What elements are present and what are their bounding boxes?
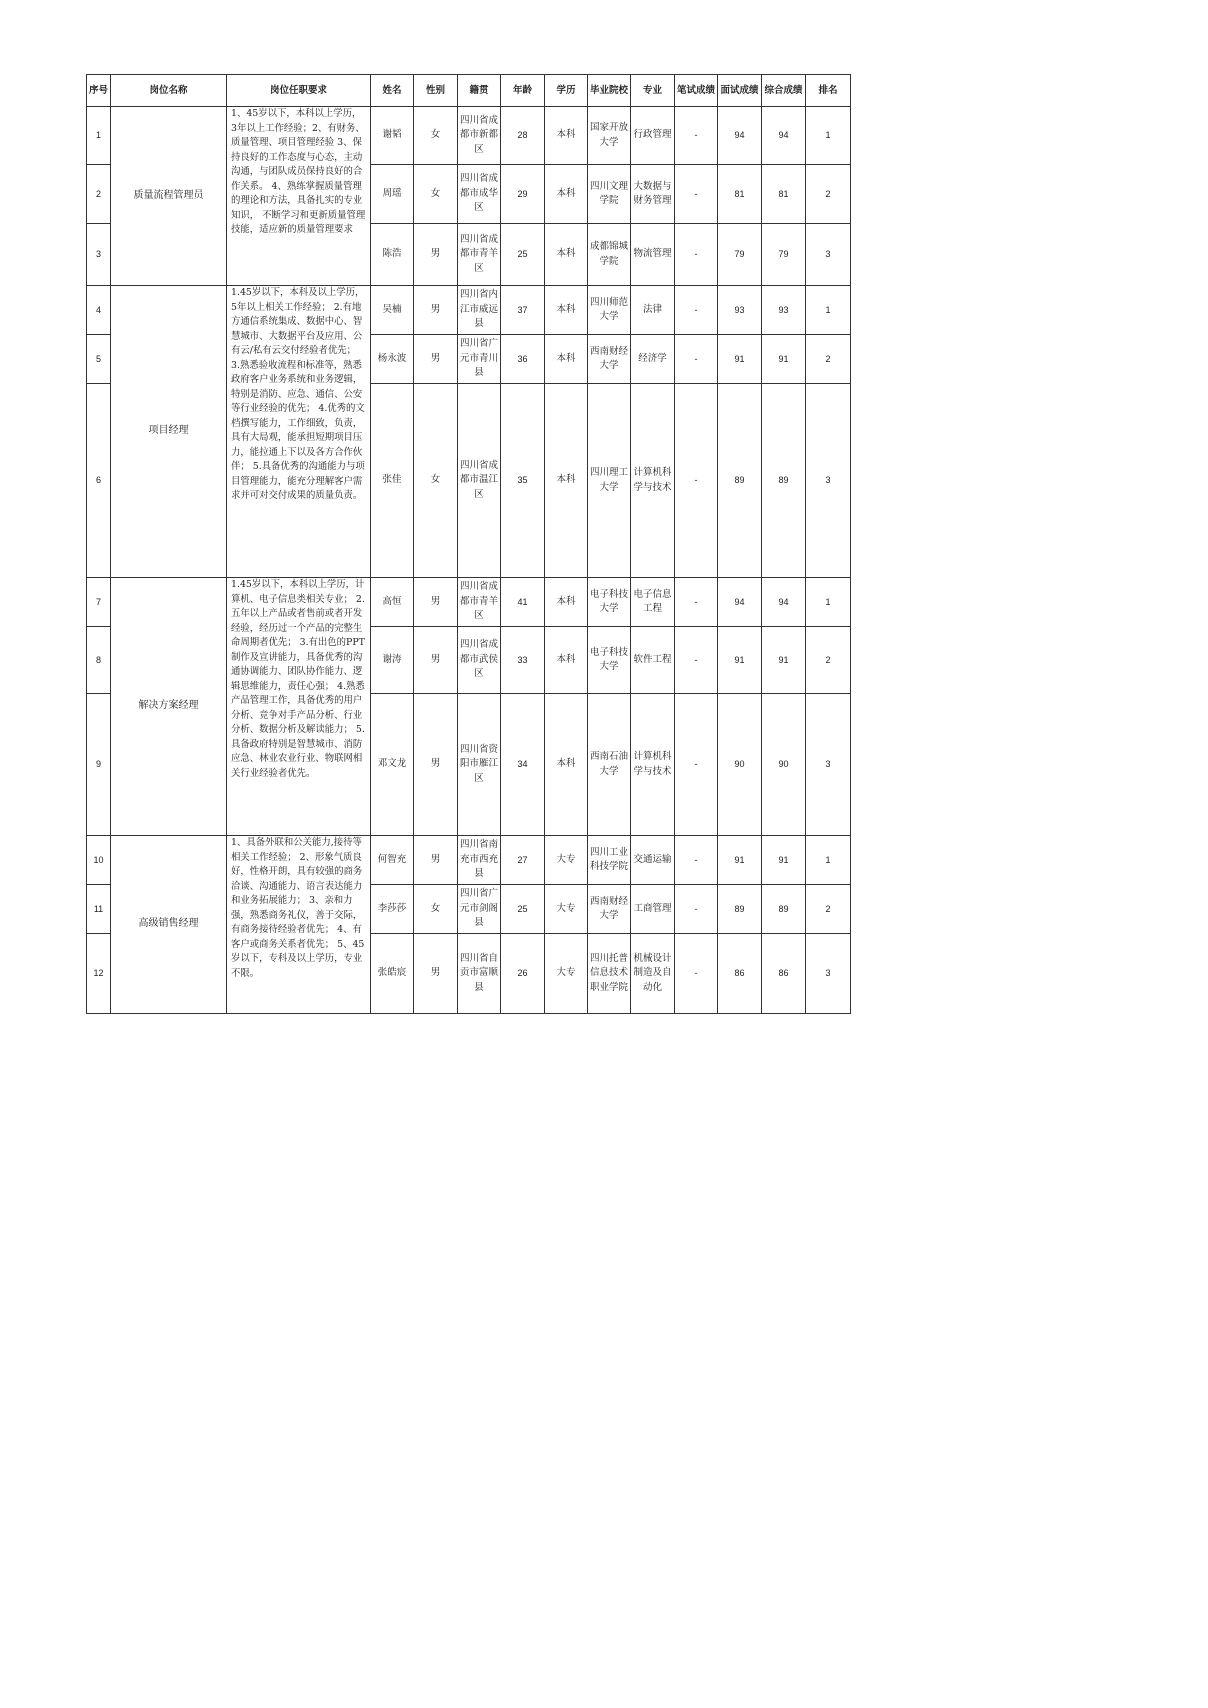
cell-gender: 女 [414, 165, 458, 224]
cell-edu: 本科 [545, 627, 588, 694]
cell-edu: 大专 [545, 836, 588, 885]
cell-origin: 四川省资阳市雁江区 [458, 694, 501, 836]
row-number: 9 [87, 694, 111, 836]
cell-major: 交通运输 [631, 836, 675, 885]
cell-interview: 90 [718, 694, 762, 836]
cell-gender: 男 [414, 694, 458, 836]
cell-school: 国家开放大学 [588, 107, 631, 165]
cell-school: 西南财经大学 [588, 885, 631, 934]
header-cell: 籍贯 [458, 75, 501, 107]
cell-origin: 四川省成都市武侯区 [458, 627, 501, 694]
cell-gender: 男 [414, 224, 458, 286]
cell-rank: 3 [806, 694, 851, 836]
cell-major: 物流管理 [631, 224, 675, 286]
cell-age: 35 [501, 384, 545, 578]
cell-rank: 1 [806, 578, 851, 627]
position-requirements: 1.45岁以下，本科以上学历，计算机、电子信息类相关专业； 2.五年以上产品或者售前或者开发经验，经历过一个产品的完整生命周期者优先； 3.有出色的PPT制作及宣讲能力，具备优秀的沟通协调能力、团队协作能力、逻辑思维能力，责任心强； 4.熟悉产品管理工作，具备优秀的用户分析、竞争对手产品分析、行业分析、数据分析及解读能力； 5.具备政府特别是智慧城市、消防应急、林业农业行业、物联网相关行业经验者优先。 [227, 578, 371, 836]
cell-age: 36 [501, 335, 545, 384]
cell-gender: 男 [414, 286, 458, 335]
cell-gender: 男 [414, 836, 458, 885]
cell-edu: 本科 [545, 286, 588, 335]
cell-written: - [675, 224, 718, 286]
cell-written: - [675, 384, 718, 578]
cell-written: - [675, 836, 718, 885]
cell-age: 34 [501, 694, 545, 836]
cell-interview: 79 [718, 224, 762, 286]
candidate-table [86, 74, 851, 1014]
header-cell: 综合成绩 [762, 75, 806, 107]
cell-school: 电子科技大学 [588, 578, 631, 627]
cell-origin: 四川省成都市新都区 [458, 107, 501, 165]
cell-origin: 四川省成都市成华区 [458, 165, 501, 224]
cell-written: - [675, 694, 718, 836]
table-body [87, 107, 851, 1014]
cell-major: 电子信息工程 [631, 578, 675, 627]
cell-edu: 本科 [545, 107, 588, 165]
header-cell: 毕业院校 [588, 75, 631, 107]
cell-interview: 89 [718, 885, 762, 934]
cell-origin: 四川省成都市温江区 [458, 384, 501, 578]
table-row [87, 107, 851, 165]
header-cell: 性别 [414, 75, 458, 107]
cell-interview: 91 [718, 836, 762, 885]
cell-rank: 2 [806, 885, 851, 934]
cell-written: - [675, 335, 718, 384]
header-cell: 姓名 [371, 75, 414, 107]
table-row [87, 286, 851, 335]
cell-edu: 本科 [545, 165, 588, 224]
cell-written: - [675, 165, 718, 224]
cell-school: 西南石油大学 [588, 694, 631, 836]
cell-name: 何智充 [371, 836, 414, 885]
cell-total: 89 [762, 384, 806, 578]
header-cell: 岗位名称 [111, 75, 227, 107]
cell-total: 79 [762, 224, 806, 286]
cell-school: 成都锦城学院 [588, 224, 631, 286]
row-number: 12 [87, 934, 111, 1014]
cell-edu: 大专 [545, 934, 588, 1014]
cell-edu: 本科 [545, 694, 588, 836]
cell-rank: 1 [806, 836, 851, 885]
header-cell: 排名 [806, 75, 851, 107]
cell-interview: 91 [718, 335, 762, 384]
cell-origin: 四川省内江市威远县 [458, 286, 501, 335]
position-name: 项目经理 [111, 286, 227, 578]
cell-name: 周瑶 [371, 165, 414, 224]
cell-major: 法律 [631, 286, 675, 335]
cell-major: 机械设计制造及自动化 [631, 934, 675, 1014]
cell-rank: 3 [806, 384, 851, 578]
cell-major: 工商管理 [631, 885, 675, 934]
cell-rank: 3 [806, 224, 851, 286]
cell-written: - [675, 286, 718, 335]
table-row [87, 836, 851, 885]
cell-origin: 四川省自贡市富顺县 [458, 934, 501, 1014]
cell-total: 91 [762, 836, 806, 885]
cell-edu: 本科 [545, 578, 588, 627]
cell-age: 29 [501, 165, 545, 224]
cell-total: 91 [762, 627, 806, 694]
cell-gender: 男 [414, 934, 458, 1014]
cell-school: 四川师范大学 [588, 286, 631, 335]
cell-rank: 1 [806, 286, 851, 335]
cell-name: 杨永波 [371, 335, 414, 384]
row-number: 6 [87, 384, 111, 578]
cell-major: 经济学 [631, 335, 675, 384]
cell-written: - [675, 107, 718, 165]
cell-interview: 81 [718, 165, 762, 224]
position-name: 质量流程管理员 [111, 107, 227, 286]
cell-written: - [675, 934, 718, 1014]
header-cell: 笔试成绩 [675, 75, 718, 107]
cell-origin: 四川省广元市青川县 [458, 335, 501, 384]
row-number: 2 [87, 165, 111, 224]
cell-school: 西南财经大学 [588, 335, 631, 384]
cell-name: 吴楠 [371, 286, 414, 335]
cell-age: 25 [501, 224, 545, 286]
cell-edu: 本科 [545, 335, 588, 384]
row-number: 4 [87, 286, 111, 335]
cell-age: 33 [501, 627, 545, 694]
cell-interview: 94 [718, 578, 762, 627]
row-number: 10 [87, 836, 111, 885]
cell-age: 27 [501, 836, 545, 885]
cell-written: - [675, 885, 718, 934]
cell-origin: 四川省广元市剑阁县 [458, 885, 501, 934]
cell-age: 28 [501, 107, 545, 165]
cell-interview: 86 [718, 934, 762, 1014]
cell-interview: 91 [718, 627, 762, 694]
cell-rank: 1 [806, 107, 851, 165]
cell-major: 软件工程 [631, 627, 675, 694]
position-name: 高级销售经理 [111, 836, 227, 1014]
row-number: 3 [87, 224, 111, 286]
cell-gender: 男 [414, 578, 458, 627]
header-cell: 年龄 [501, 75, 545, 107]
position-requirements: 1.45岁以下，本科及以上学历，5年以上相关工作经验； 2.有地方通信系统集成、数据中心、智慧城市、大数据平台及应用、公有云/私有云交付经验者优先； 3.熟悉验收流程和标准等，熟悉政府客户业务系统和业务逻辑，特别是消防、应急、通信、公安等行业经验的优先； 4.优秀的文档撰写能力，工作细致，负责，具有大局观，能承担短期项目压力，能拉通上下以及各方合作伙伴； 5.具备优秀的沟通能力与项目管理能力，能充分理解客户需求并可对交付成果的质量负责。 [227, 286, 371, 578]
row-number: 11 [87, 885, 111, 934]
cell-edu: 本科 [545, 384, 588, 578]
cell-rank: 2 [806, 165, 851, 224]
cell-school: 四川托普信息技术职业学院 [588, 934, 631, 1014]
cell-edu: 大专 [545, 885, 588, 934]
cell-major: 计算机科学与技术 [631, 694, 675, 836]
cell-gender: 男 [414, 335, 458, 384]
cell-rank: 2 [806, 335, 851, 384]
row-number: 1 [87, 107, 111, 165]
cell-interview: 93 [718, 286, 762, 335]
cell-name: 谢韬 [371, 107, 414, 165]
cell-gender: 女 [414, 384, 458, 578]
header-cell: 面试成绩 [718, 75, 762, 107]
cell-name: 陈浩 [371, 224, 414, 286]
cell-gender: 男 [414, 627, 458, 694]
row-number: 8 [87, 627, 111, 694]
cell-gender: 女 [414, 885, 458, 934]
cell-name: 高恒 [371, 578, 414, 627]
cell-major: 计算机科学与技术 [631, 384, 675, 578]
cell-total: 94 [762, 107, 806, 165]
cell-interview: 89 [718, 384, 762, 578]
cell-interview: 94 [718, 107, 762, 165]
row-number: 5 [87, 335, 111, 384]
header-cell: 岗位任职要求 [227, 75, 371, 107]
cell-school: 四川理工大学 [588, 384, 631, 578]
cell-name: 李莎莎 [371, 885, 414, 934]
cell-total: 81 [762, 165, 806, 224]
cell-name: 谢涛 [371, 627, 414, 694]
cell-school: 四川工业科技学院 [588, 836, 631, 885]
results-sheet [86, 74, 850, 1014]
cell-name: 张佳 [371, 384, 414, 578]
cell-rank: 2 [806, 627, 851, 694]
cell-origin: 四川省成都市青羊区 [458, 578, 501, 627]
cell-major: 大数据与财务管理 [631, 165, 675, 224]
cell-origin: 四川省成都市青羊区 [458, 224, 501, 286]
cell-edu: 本科 [545, 224, 588, 286]
position-requirements: 1、具备外联和公关能力,接待等相关工作经验； 2、形象气质良好，性格开朗，具有较强的商务洽谈、沟通能力、语言表达能力和业务拓展能力； 3、亲和力强，熟悉商务礼仪，善于交际，有商务接待经验者优先； 4、有客户或商务关系者优先； 5、45岁以下，专科及以上学历，专业不限。 [227, 836, 371, 1014]
cell-gender: 女 [414, 107, 458, 165]
cell-total: 91 [762, 335, 806, 384]
cell-age: 26 [501, 934, 545, 1014]
cell-rank: 3 [806, 934, 851, 1014]
header-cell: 序号 [87, 75, 111, 107]
cell-name: 邓文龙 [371, 694, 414, 836]
cell-total: 90 [762, 694, 806, 836]
header-cell: 学历 [545, 75, 588, 107]
cell-age: 41 [501, 578, 545, 627]
cell-name: 张皓宸 [371, 934, 414, 1014]
cell-origin: 四川省南充市西充县 [458, 836, 501, 885]
table-row [87, 578, 851, 627]
cell-age: 37 [501, 286, 545, 335]
cell-total: 86 [762, 934, 806, 1014]
cell-school: 四川文理学院 [588, 165, 631, 224]
position-requirements: 1、45岁以下，本科以上学历，3年以上工作经验；2、有财务、质量管理、项目管理经验 3、保持良好的工作态度与心态，主动沟通，与团队成员保持良好的合作关系。 4、熟练掌握质量管理的理论和方法，具备扎实的专业知识， 不断学习和更新质量管理技能，适应新的质量管理要求 [227, 107, 371, 286]
position-name: 解决方案经理 [111, 578, 227, 836]
cell-total: 93 [762, 286, 806, 335]
header-row [87, 75, 851, 107]
cell-age: 25 [501, 885, 545, 934]
cell-written: - [675, 627, 718, 694]
cell-major: 行政管理 [631, 107, 675, 165]
cell-total: 94 [762, 578, 806, 627]
row-number: 7 [87, 578, 111, 627]
cell-total: 89 [762, 885, 806, 934]
cell-school: 电子科技大学 [588, 627, 631, 694]
cell-written: - [675, 578, 718, 627]
header-cell: 专业 [631, 75, 675, 107]
